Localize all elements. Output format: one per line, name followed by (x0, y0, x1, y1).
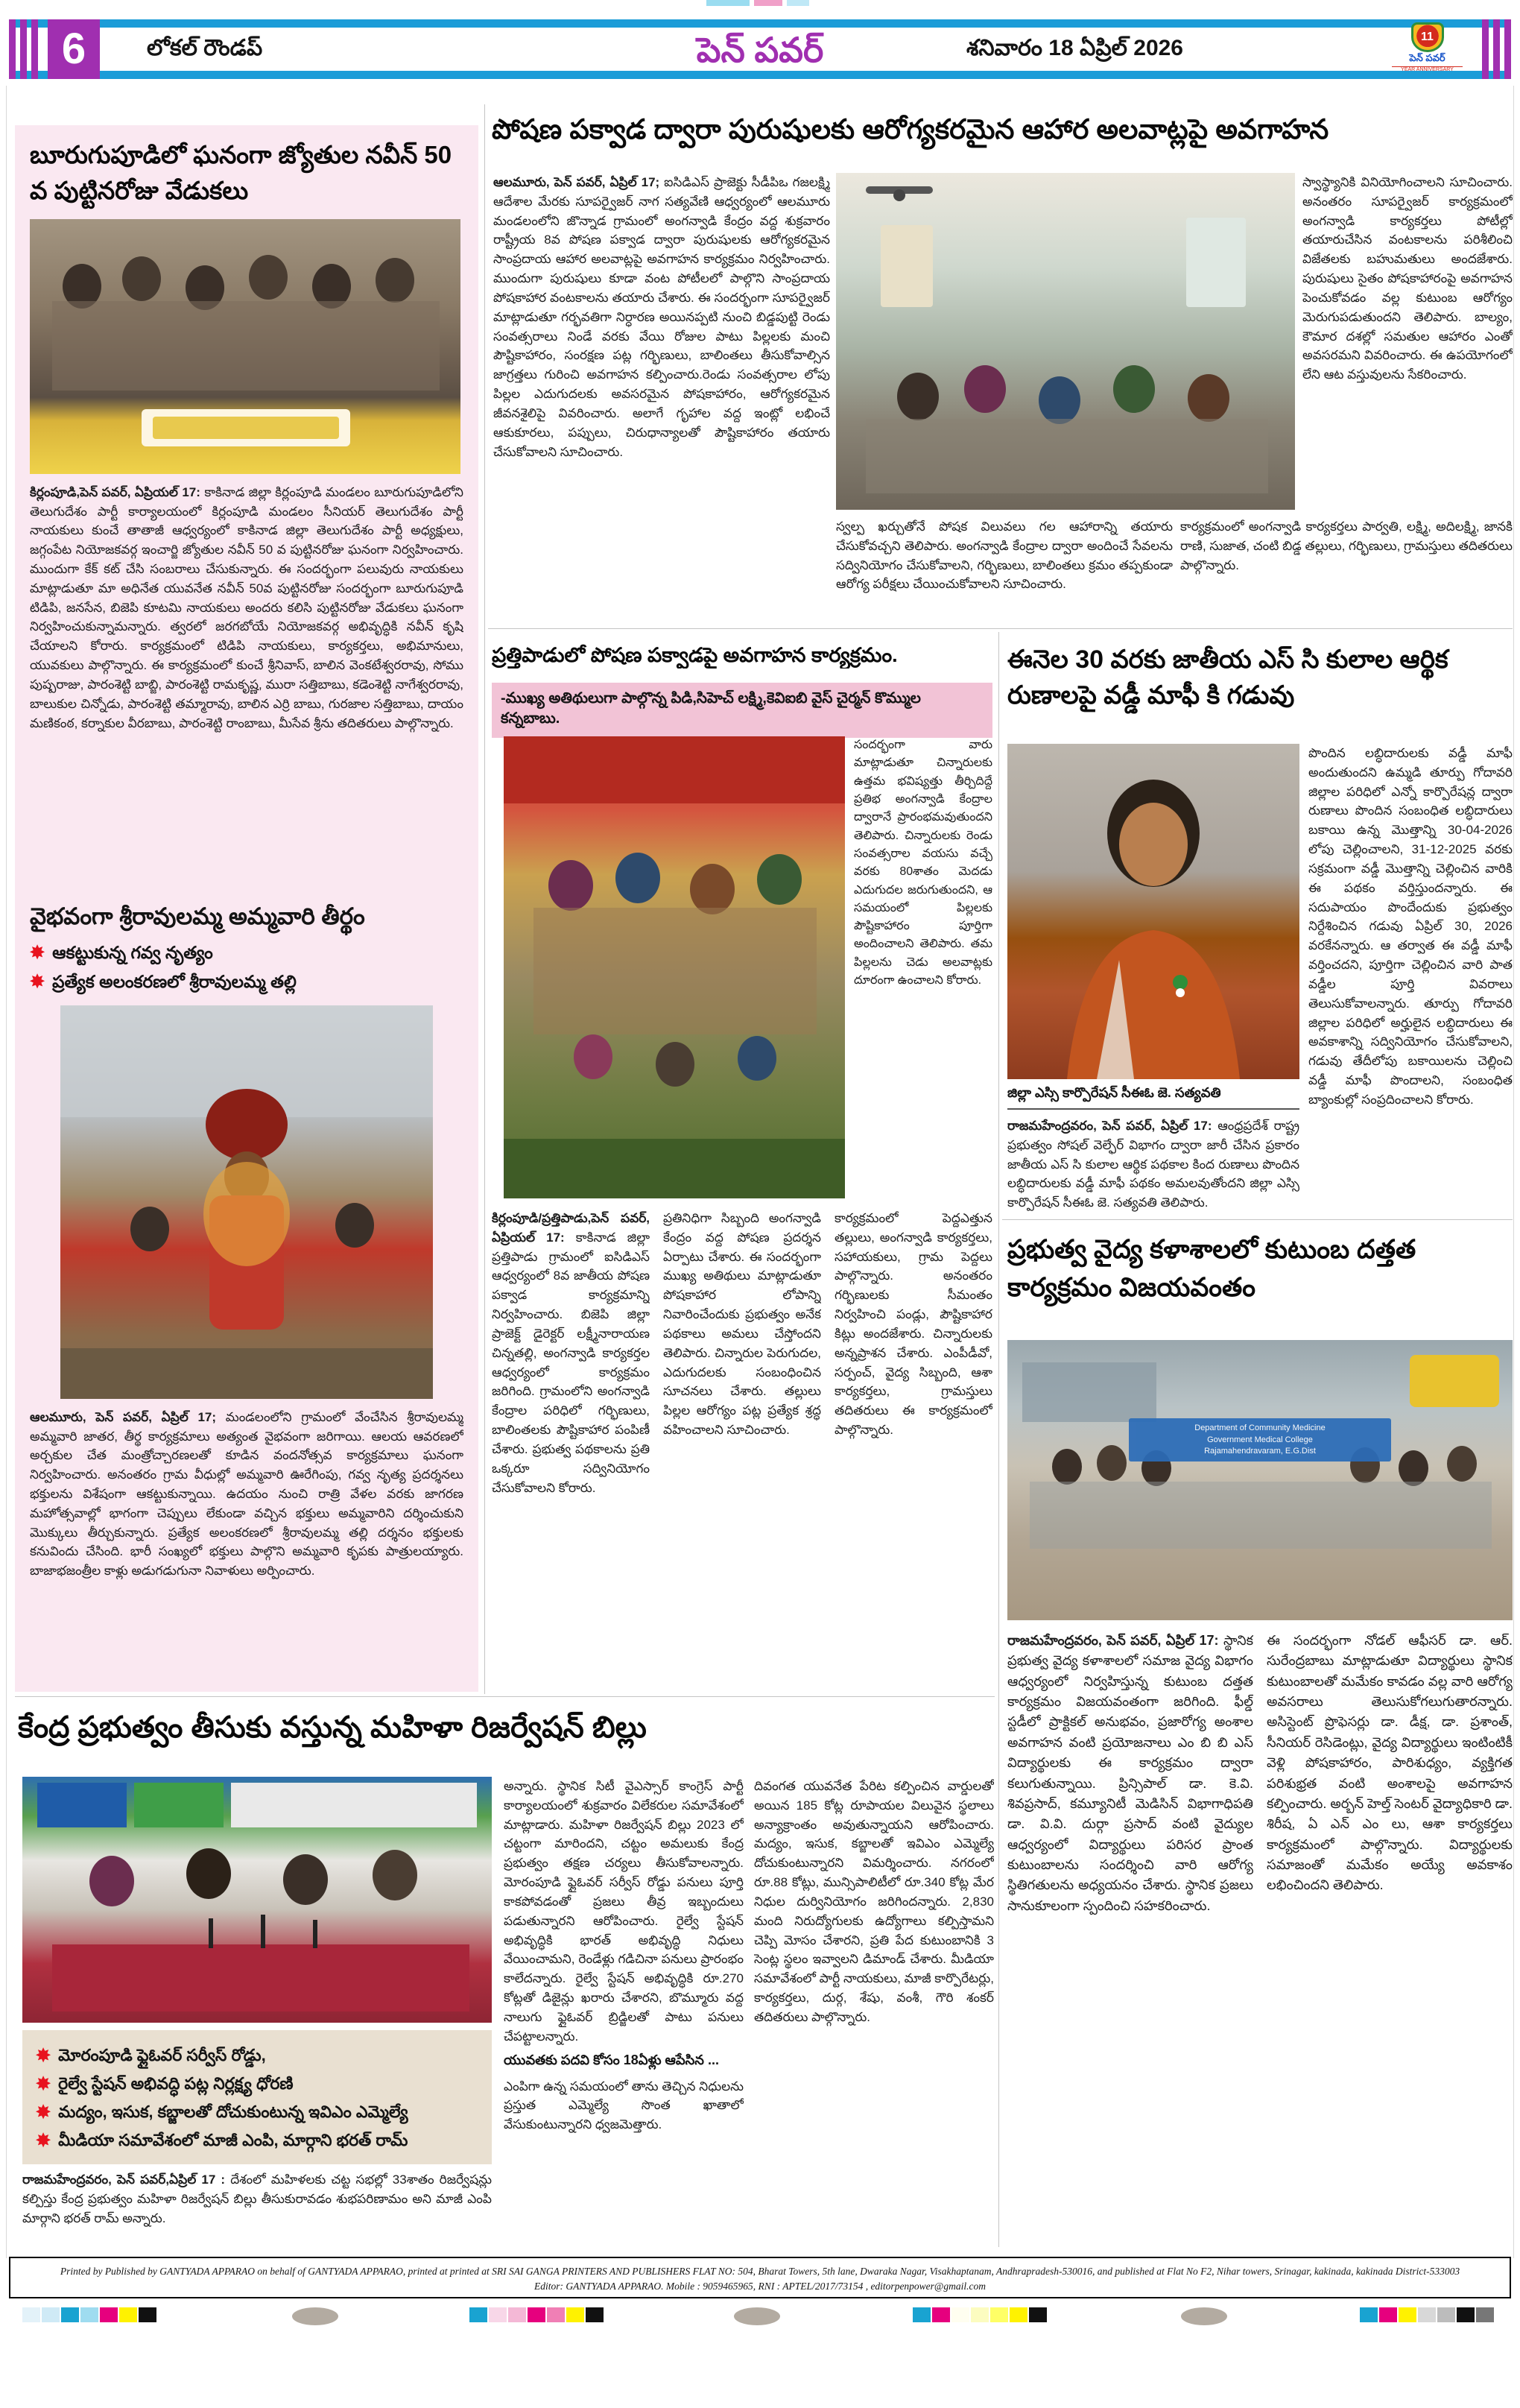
column-divider (998, 632, 999, 2247)
column-divider (484, 104, 485, 1694)
logo-paper-name: పెన్ పవర్ (1392, 52, 1463, 67)
color-swatch (1029, 2307, 1047, 2322)
dateline: ఆలమూరు, పెన్ పవర్, ఏప్రిల్ 17; (493, 175, 660, 189)
bullet-text: ఆకట్టుకున్న గవ్వ నృత్యం (52, 942, 213, 962)
loan-waiver-column-1 (1007, 1116, 1299, 1215)
color-swatch (139, 2307, 156, 2322)
color-swatch (951, 2307, 969, 2322)
body-text: దేశంలో మహిళలకు చట్ట సభల్లో 33శాతం రిజర్వేషన్లు కల్పిస్తు కేంద్ర ప్రభుత్వం మహిళా రిజర్వేషన్ బిల్లు తీసుకురావడం శుభపరిణామం అని మాజీ ఎంపి మార్గాని భరత్ రామ్ అన్నారు. (22, 2172, 492, 2225)
article-headline-family-adoption: ప్రభుత్వ వైద్య కళాశాలలో కుటుంబ దత్తత కార్యక్రమం విజయవంతం (1007, 1235, 1416, 1302)
color-swatch (508, 2307, 526, 2322)
color-swatch (1476, 2307, 1494, 2322)
color-swatch (489, 2307, 507, 2322)
gray-registration-blob (734, 2307, 780, 2325)
bullet-list (30, 943, 463, 996)
nutrition-column-under-1: స్వల్ప ఖర్చుతోనే పోషక విలువలు గల ఆహారాన్ని తయారు చేసుకోవచ్చని తెలిపారు. అంగన్వాడి కేంద్రాల ద్వారా అందించే సేవలను సద్వినియోగం చేసుకోవాలని, గర్భిణులు, బాలింతలు క్రమం తప్పకుండా ఆరోగ్య పరీక్షలు చేయించుకోవాలని సూచించారు. (836, 519, 1173, 592)
dateline: కిర్లంపూడి/ప్రత్తిపాడు,పెన్ పవర్, ఏప్రియల్ 17: (492, 1211, 650, 1245)
page-header (9, 19, 1511, 79)
header-right-stripe (1482, 19, 1489, 79)
color-swatch (469, 2307, 487, 2322)
family-adoption-column-2: ఈ సందర్భంగా నోడల్ ఆఫీసర్ డా. ఆర్. సురేంద్రబాబు మాట్లాడుతూ విద్యార్థులు స్థానిక కుటుంబాలతో మమేకం కావడం వల్ల వారి ఆరోగ్య అవసరాలు తెలుసుకోగలుగుతారన్నారు. అసిస్టెంట్ ప్రొఫెసర్లు డా. డీక్ష, డా. ప్రశాంత్, సీనియర్ రెసిడెంట్లు, వైద్య విద్యార్థులు ఇంటింటికీ వెళ్లి పోషకాహారం, పారిశుధ్యం, వ్యక్తిగత పరిశుభ్రత వంటి అంశాలపై అవగాహన కల్పించారు. అర్బన్ హెల్త్ సెంటర్ వైద్యాధికారి డా. శిరీష, ఏ ఎన్ ఎం లు, ఆశా కార్యకర్తలు కార్యక్రమంలో పాల్గొన్నారు. విద్యార్థులకు సమాజంతో మమేకం అయ్యే అవకాశం లభించిందని తెలిపారు. (1267, 1633, 1513, 1893)
photo-ceo-portrait (1007, 744, 1299, 1079)
article-body-theertham (30, 1408, 463, 1685)
imprint-line-2: Editor: GANTYADA APPARAO. Mobile : 9059465965, RNI : APTEL/2017/73154 , editorpenpower@gmail.com (534, 2281, 986, 2292)
masthead-title: పెన్ పవర్ (696, 31, 824, 69)
photo-group-figures (1007, 1340, 1513, 1620)
bullet-item (30, 943, 463, 967)
photo-caption: జిల్లా ఎస్సి కార్పొరేషన్ సీఈఓ జె. సత్యవతి (1007, 1085, 1299, 1110)
section-divider (488, 628, 1513, 629)
color-swatch (1379, 2307, 1397, 2322)
body-text: కాకినాడ జిల్లా కిర్లంపూడి మండలం బూరుగుపూడిలోని తెలుగుదేశం పార్టీ కార్యాలయంలో కిర్లంపూడి మండలం సీనియర్ తెలుగుదేశం పార్టీ నాయకులు కుంచే తాతాజీ ఆధ్వర్యంలో కాకినాడ జిల్లా తెలుగుదేశం పార్టీ అధ్యక్షులు, జగ్గంపేట నియోజకవర్గ ఇంచార్జి జ్యోతుల నవీన్ 50 వ పుట్టినరోజు ఘనంగా నిర్వహించారు. ముందుగా కేక్ కట్ చేసి సంబరాలు చేసుకున్నారు. ఈ సందర్భంగా పలువురు నాయకులు మాట్లాడుతూ మా అధినేత యువనేత నవీన్ 50వ పుట్టినరోజు సందర్భంగా బూరుగుపూడి టిడిపి, జనసేన, బిజెపి కూటమి నాయకులు అందరు కలిసి పుట్టినరోజు వేడుకలు ఘనంగా నిర్వహించుకున్నామన్నారు. త్వరలో జరగబోయే నియోజకవర్గ అభివృద్ధికి నవీన్ కృషి చేయాలని కోరారు. కార్యక్రమంలో టిడిపి నాయకులు, కార్యకర్తలు, అభిమానులు, యువకులు పాల్గొన్నారు. ఈ కార్యక్రమంలో కుంచే శ్రీనివాస్, బాలిన వెంకటేశ్వరరావు, సోము పుష్పరాజు, పారంశెట్టి బాబ్జి, పారంశెట్టి రామకృష్ణ, మురా సత్తిబాబు, కడెంశెట్టి నాగేశ్వరరావు, బాలుకుల చిన్నోడు, పారంశెట్టి తమ్మారావు, బాలిన ఎర్రి బాబు, గురజాల సత్తిబాబు, దాయం మణికంఠ, కర్నాకుల వీరబాబు, పారంశెట్టి రాంబాబు, మీసేవ శ్రీను తదితరులు పాల్గొన్నారు. (30, 484, 463, 730)
body-text: అన్నారు. స్థానిక సిటీ వైఎస్సార్ కాంగ్రెస్ పార్టీ కార్యాలయంలో శుక్రవారం విలేకరుల సమావేశంలో మాట్లాడారు. మహిళా రిజర్వేషన్ బిల్లు 2023 లో చట్టంగా మారిందని, చట్టం అమలుకు కేంద్ర ప్రభుత్వం తక్షణ చర్యలు తీసుకోవాలన్నారు. మోరంపూడి ఫ్లైఓవర్ సర్వీస్ రోడ్డు పనులు పూర్తి కాకపోవడంతో ప్రజలు తీవ్ర ఇబ్బందులు పడుతున్నారని ఆరోపించారు. రైల్వే స్టేషన్ అభివృద్ధికి భారత్ అభివృద్ధి నిధులు వేయించామని, రెండేళ్లు గడిచినా పనులు ప్రారంభం కాలేదన్నారు. రైల్వే స్టేషన్ అభివృద్ధికి రూ.270 కోట్లతో డిజైన్లు ఖరారు చేశారని, బొమ్మూరు వద్ద నాలుగు ఫ్లైఓవర్ బ్రిడ్జిలతో పాటు పనులు చేపట్టాలన్నారు. (504, 1779, 744, 2044)
photo-prathipadu-figures (504, 736, 845, 1198)
section-title: లోకల్ రౌండప్ (147, 36, 263, 60)
color-swatch (913, 2307, 931, 2322)
prathipadu-column-3: కార్యక్రమంలో పెద్దఎత్తున తల్లులు, అంగన్వాడి కార్యకర్తలు, సహాయకులు, గ్రామ పెద్దలు పాల్గొన్నారు. అనంతరం గర్భిణులకు సీమంతం నిర్వహించి పండ్లు, పౌష్టికాహార కిట్లు అందజేశారు. చిన్నారులకు అన్నప్రాశన చేశారు. ఎంపీడీవో, సర్పంచ్, వైద్య సిబ్బంది, ఆశా కార్యకర్తలు, గ్రామస్తులు తదితరులు ఈ కార్యక్రమంలో పాల్గొన్నారు. (835, 1211, 992, 1438)
nutrition-column-1 (493, 173, 830, 622)
article-birthday (15, 125, 478, 1692)
color-swatch (586, 2307, 604, 2322)
dateline: కిర్లంపూడి,పెన్ పవర్, ఏప్రియల్ 17: (30, 484, 200, 499)
reservation-column-1 (22, 2170, 492, 2245)
header-top-bar (9, 19, 1511, 28)
loan-waiver-column-right: పొందిన లబ్ధిదారులకు వడ్డీ మాఫీ అందుతుందని ఉమ్మడి తూర్పు గోదావరి జిల్లాల పరిధిలో ఎన్నో కార్పొరేషన్ల ద్వారా రుణాలు పొందిన సంబంధిత లబ్ధిదారులు బకాయి ఉన్న మొత్తాన్ని 30-04-2026 లోపు చెల్లించాలని, 31-12-2025 వరకు సక్రమంగా వడ్డీ మొత్తాన్ని చెల్లించిన వారికి ఈ పథకం వర్తిస్తుందన్నారు. ఈ సదుపాయం పొందేందుకు ప్రభుత్వం నిర్దేశించిన గడువు ఏప్రిల్ 30, 2026 వరకేనన్నారు. ఆ తర్వాత ఈ వడ్డీ మాఫీ వర్తించదని, పూర్తిగా చెల్లించిన వారి పాత వడ్డీల పూర్తి వివరాలు తెలుసుకోవాలన్నారు. తూర్పు గోదావరి జిల్లాల పరిధిలో అర్హులైన లబ్ధిదారులు ఈ అవకాశాన్ని సద్వినియోగం చేసుకోవాలని, గడువు తేదీలోపు బకాయిలను చెల్లించి వడ్డీ మాఫీ పొందాలని, సంబంధిత బ్యాంకుల్లో సంప్రదించాలని కోరారు. (1308, 746, 1513, 1107)
logo-years: 11 (1421, 31, 1434, 43)
bullet-text: మద్యం, ఇసుక, కబ్జాలతో దోచుకుంటున్న ఇవిఎం ఎమ్మెల్యే (58, 2102, 408, 2121)
color-swatch (547, 2307, 565, 2322)
color-swatch (566, 2307, 584, 2322)
print-mark (787, 0, 809, 6)
article-headline-prathipadu: ప్రత్తిపాడులో పోషణ పక్వాడపై అవగాహన కార్యక్రమం. (492, 644, 898, 666)
dateline: రాజమహేంద్రవరం, పెన్ పవర్, ఏప్రిల్ 17: (1007, 1119, 1212, 1133)
star-icon: ✸ (36, 2046, 51, 2066)
page-number: 6 (61, 25, 86, 73)
color-swatch (1418, 2307, 1436, 2322)
header-right-stripe (1504, 19, 1511, 79)
photo-theertham-figures (60, 1005, 433, 1399)
paper-logo-icon (1392, 21, 1463, 78)
page-edge-rule (6, 86, 7, 2258)
color-swatch (42, 2307, 60, 2322)
page-edge-rule (1513, 86, 1514, 2258)
article-headline-nutrition: పోషణ పక్వాడ ద్వారా పురుషులకు ఆరోగ్యకరమైన ఆహార అలవాట్లపై అవగాహన (492, 114, 1329, 145)
reservation-column-2 (504, 1777, 744, 2245)
star-icon: ✸ (30, 971, 45, 992)
color-swatch (1399, 2307, 1416, 2322)
color-swatch (528, 2307, 545, 2322)
article-headline-reservation-bill: కేంద్ర ప్రభుత్వం తీసుకు వస్తున్న మహిళా రిజర్వేషన్ బిల్లు (18, 1711, 647, 1744)
star-icon: ✸ (30, 942, 45, 963)
article-headline: బూరుగుపూడిలో ఘనంగా జ్యోతుల నవీన్ 50 వ పుట్టినరోజు వేడుకలు (30, 141, 452, 204)
logo-anniversary-text: YEAR ANNIVERSARY (1401, 67, 1454, 72)
imprint-line-1: Printed by Published by GANTYADA APPARAO on behalf of GANTYADA APPARAO, printed at printed at SRI SAI GANGA PRINTERS AND PUBLISHERS FLAT NO: 504, Bharat Towers, 5th lane, Dwaraka Nagar, Visakhaptanam, Andhrapradesh-530016, and published at Flat No F2, Nihar towers, Srinagar, kakinada, kakinada District-533003 (60, 2266, 1460, 2277)
color-swatch (1437, 2307, 1455, 2322)
body-text: మండలంలోని గ్రామంలో వేంచేసిన శ్రీరావులమ్మ అమ్మవారి జాతర, తీర్థ కార్యక్రమాలు అత్యంత వైభవంగా జరిగాయి. ఆలయ ఆవరణలో అర్చకుల చేత మంత్రోచ్చారణలతో కూడిన వందనోత్సవ కార్యక్రమాలు ఘనంగా నిర్వహించారు. అనంతరం గ్రామ వీధుల్లో అమ్మవారి ఊరేగింపు, గవ్వ నృత్య ప్రదర్శనలు భక్తులను విశేషంగా ఆకట్టుకున్నాయి. ఉదయం నుంచి రాత్రి వేళల వరకు జాగరణ మహోత్సవాల్లో భాగంగా చెప్పులు లేకుండా వచ్చిన భక్తులు అమ్మవారిని దర్శించుకుని మొక్కులు తీర్చుకున్నారు. ప్రత్యేక అలంకరణలో శ్రీరావులమ్మ తల్లి దర్శనం భక్తులకు కనువిందు చేసింది. భారీ సంఖ్యలో భక్తులు పాల్గొని అమ్మవారి కృపకు పాత్రులయ్యారు. బాజాభజంత్రీల కాళ్లు అడుగడుగునా నివాళులు అర్పించారు. (30, 1409, 463, 1579)
nutrition-column-under-2: కార్యక్రమంలో అంగన్వాడి కార్యకర్తలు పార్వతి, లక్ష్మి, అదిలక్ష్మి, జానకి రాణి, సుజాత, చంటి బిడ్డ తల్లులు, గర్భిణులు, గ్రామస్తులు తదితరులు పాల్గొన్నారు. (1180, 519, 1513, 572)
color-swatch (61, 2307, 79, 2322)
photo-press-figures (22, 1777, 492, 2023)
bullet-item (30, 972, 463, 996)
bullet-item (36, 2131, 478, 2154)
dateline: ఆలమూరు, పెన్ పవర్, ఏప్రిల్ 17; (30, 1409, 217, 1424)
photo-portrait-figure (1007, 744, 1299, 1079)
prathipadu-column-1 (492, 1209, 650, 1690)
photo-press-meet (22, 1777, 492, 2023)
inline-subheadline: యువతకు పదవి కోసం 18ఏళ్లు ఆపేసిన ... (504, 2052, 719, 2067)
body-text: ఎంపిగా ఉన్న సమయంలో తాను తెచ్చిన నిధులను ప్రస్తుత ఎమ్మెల్యే సొంత ఖాతాలో వేసుకుంటున్నారని ధ్వజమెత్తారు. (504, 2079, 744, 2132)
color-swatch (1457, 2307, 1475, 2322)
color-swatch (932, 2307, 950, 2322)
photo-banner (1129, 1418, 1392, 1461)
article-headline-theertham: వైభవంగా శ్రీరావులమ్మ అమ్మవారి తీర్థం (30, 903, 365, 929)
star-icon: ✸ (36, 2102, 51, 2123)
bullet-text: మీడియా సమావేశంలో మాజీ ఎంపి, మార్గాని భరత్ రామ్ (58, 2131, 408, 2149)
press-meet-bullet-box (22, 2030, 492, 2164)
star-icon: ✸ (36, 2131, 51, 2151)
article-body (30, 483, 463, 891)
photo-birthday-celebration (30, 219, 460, 474)
bullet-text: మోరంపూడి ఫ్లైఓవర్ సర్వీస్ రోడ్డు, (58, 2046, 266, 2064)
color-swatch (990, 2307, 1008, 2322)
color-swatch (971, 2307, 989, 2322)
gray-registration-blob (292, 2307, 338, 2325)
photo-theertham-procession (60, 1005, 433, 1399)
prathipadu-side-column: సందర్భంగా వారు మాట్లాడుతూ చిన్నారులకు ఉత్తమ భవిష్యత్తు తీర్చిదిద్దే ప్రతిభ అంగన్వాడి కేంద్రాల ద్వారానే ప్రారంభమవుతుందని తెలిపారు. చిన్నారులకు రెండు సంవత్సరాల వయసు వచ్చే వరకు 80శాతం మెదడు ఎదుగుదల జరుగుతుందని, ఆ సమయంలో పిల్లలకు పౌష్టికాహారం పూర్తిగా అందించాలని తెలిపారు. తమ పిల్లలను చెడు అలవాట్లకు దూరంగా ఉంచాలని కోరారు. (854, 739, 992, 987)
bullet-text: ప్రత్యేక అలంకరణలో శ్రీరావులమ్మ తల్లి (52, 971, 297, 991)
banner-line: Rajamahendravaram, E.G.Dist (1204, 1447, 1316, 1456)
body-text: ఆంధ్రప్రదేశ్ రాష్ట్ర ప్రభుత్వం సోషల్ వెల్ఫేర్ విభాగం ద్వారా జారీ చేసిన ప్రకారం జాతీయ ఎస్ సి కులాల ఆర్థిక పథకాల కింద రుణాలు పొందిన లబ్ధిదారులకు వడ్డీ మాఫీ పథకం అమలవుతోందని జిల్లా ఎస్సి కార్పొరేషన్ సీఈఓ జె. సత్యవతి తెలిపారు. (1007, 1119, 1299, 1210)
dateline: రాజమహేంద్రవరం, పెన్ పవర్,ఏప్రిల్ 17 : (22, 2172, 226, 2187)
bullet-item (36, 2074, 478, 2097)
color-swatch (22, 2307, 40, 2322)
color-swatch (1360, 2307, 1378, 2322)
photo-birthday-figures (30, 219, 460, 474)
registration-color-bars (0, 2307, 1520, 2324)
issue-date: శనివారం 18 ఏప్రిల్ 2026 (966, 36, 1183, 60)
color-swatch (1010, 2307, 1027, 2322)
photo-nutrition-event (836, 173, 1295, 510)
dateline: రాజమహేంద్రవరం, పెన్ పవర్, ఏప్రిల్ 17: (1007, 1633, 1219, 1648)
banner-line: Department of Community Medicine (1194, 1423, 1326, 1433)
body-text: స్థానిక ప్రభుత్వ వైద్య కళాశాలలో సమాజ వైద్య విభాగం ఆధ్వర్యంలో నిర్వహిస్తున్న కుటుంబ దత్తత కార్యక్రమం విజయవంతంగా జరిగింది. ఫీల్డ్ స్టడీలో ప్రాక్టికల్ అనుభవం, ప్రజారోగ్య అంశాల అవగాహన వంటి ప్రయోజనాలు ఎం బి బి ఎస్ విద్యార్థులకు ఈ కార్యక్రమం ద్వారా కలుగుతున్నాయి. ప్రిన్సిపాల్ డా. కె.వి. శివప్రసాద్, కమ్యూనిటీ మెడిసిన్ విభాగాధిపతి డా. వి.వి. దుర్గా ప్రసాద్ వంటి వైద్యుల ఆధ్వర్యంలో విద్యార్థులు పరిసర ప్రాంత కుటుంబాలను సందర్శించి వారి ఆరోగ్య స్థితిగతులను అధ్యయనం చేశారు. స్థానిక ప్రజలు సానుకూలంగా స్పందించి సహకరించారు. (1007, 1633, 1253, 1913)
body-text: ఐసిడిఎస్ ప్రాజెక్టు సీడీపిఒ గజలక్ష్మి ఆదేశాల మేరకు సూపర్వైజర్ నాగ సత్యవేణి ఆధ్వర్యంలో ఆలమూరు మండలంలోని జొన్నాడ గ్రామంలో అంగన్వాడి కేంద్రం వద్ద శుక్రవారం రాష్ట్రీయ 8వ పోషణ పక్వాడ ద్వారా పురుషులకు ఆరోగ్యకరమైన సాంప్రదాయ ఆహార అలవాట్లపై అవగాహన కార్యక్రమం నిర్వహించారు. ముందుగా పురుషులు కూడా వంట పోటీలలో పాల్గొని సాంప్రదాయ పోషకాహార వంటకాలను తయారు చేశారు. ఈ సందర్భంగా సూపర్వైజర్ మాట్లాడుతూ గర్భవతిగా నిర్ధారణ అయినప్పటి నుంచి బిడ్డపుట్టి రెండు సంవత్సరాలు నిండే వరకు వేయి రోజుల పాటు పిల్లలకు మంచి పౌష్టికాహారం, సంరక్షణ పట్ల గర్భిణులు, బాలింతలు తీసుకోవాల్సిన జాగ్రత్తలు గురించి అవగాహన కల్పించారు.రెండు సంవత్సరాల లోపు పిల్లల ఎదుగుదలకు అవసరమైన పోషకాహారం, ఆరోగ్యకరమైన జీవనశైలిపై వివరించారు. అలాగే గృహాల వద్ద ఇంట్లో లభించే ఆకుకూరలు, పప్పులు, చిరుధాన్యాలతో పౌష్టికాహారం తయారు చేసుకోవాలని సూచించారు. (493, 175, 830, 459)
bullet-text: రైల్వే స్టేషన్ అభివద్ధి పట్ల నిర్లక్ష్య ధోరణి (58, 2074, 294, 2093)
header-right-stripe (1493, 19, 1500, 79)
color-swatch (100, 2307, 118, 2322)
section-divider (15, 1696, 995, 1697)
gray-registration-blob (1181, 2307, 1227, 2325)
family-adoption-column-1 (1007, 1631, 1253, 2243)
star-icon: ✸ (36, 2074, 51, 2094)
anniversary-shield-icon (1411, 22, 1444, 52)
print-mark (754, 0, 782, 6)
article-headline-loan-waiver: ఈనెల 30 వరకు జాతీయ ఎస్ సి కులాల ఆర్థిక రుణాలపై వడ్డీ మాఫీ కి గడువు (1007, 645, 1448, 710)
bullet-item (36, 2102, 478, 2126)
color-swatch (80, 2307, 98, 2322)
color-swatch (119, 2307, 137, 2322)
banner-line: Government Medical College (1207, 1435, 1313, 1444)
imprint-box (9, 2257, 1511, 2298)
photo-prathipadu-event (504, 736, 845, 1198)
article-subheadline: -ముఖ్య అతిథులుగా పాల్గొన్న పిడి,సిహెచ్ లక్ష్మి,కెవిఐబి వైస్ చైర్మన్ కొమ్ముల కన్నబాబు. (492, 683, 992, 738)
prathipadu-column-2: ప్రతినిధిగా సిబ్బంది అంగన్వాడి కేంద్రం వద్ద పోషణ ప్రదర్శన ఏర్పాటు చేశారు. ఈ సందర్భంగా ముఖ్య అతిథులు మాట్లాడుతూ పోషకాహార లోపాన్ని నివారించేందుకు ప్రభుత్వం అనేక పథకాలు అమలు చేస్తోందని తెలిపారు. చిన్నారుల పెరుగుదల, ఎదుగుదలకు సంబంధించిన సూచనలు చేశారు. తల్లులు పిల్లల ఆరోగ్యం పట్ల ప్రత్యేక శ్రద్ధ వహించాలని సూచించారు. (663, 1211, 821, 1438)
photo-medical-college-group (1007, 1340, 1513, 1620)
body-text: కాకినాడ జిల్లా ప్రత్తిపాడు గ్రామంలో ఐసిడిఎస్ ఆధ్వర్యంలో 8వ జాతీయ పోషణ పక్వాడ కార్యక్రమాన్ని నిర్వహించారు. బిజెపి జిల్లా ప్రాజెక్ట్ డైరెక్టర్ లక్ష్మీనారాయణ చిన్నతల్లి, అంగన్వాడి కార్యకర్తల ఆధ్వర్యంలో కార్యక్రమం జరిగింది. గ్రామంలోని అంగన్వాడి కేంద్రాల పరిధిలో గర్భిణులు, బాలింతలకు పౌష్టికాహార పంపిణీ చేశారు. ప్రభుత్వ పథకాలను ప్రతి ఒక్కరూ సద్వినియోగం చేసుకోవాలని కోరారు. (492, 1230, 650, 1495)
bullet-item (36, 2046, 478, 2069)
section-divider (1002, 1219, 1513, 1220)
print-mark (706, 0, 750, 6)
photo-nutrition-figures (836, 173, 1295, 510)
nutrition-column-right: స్వాస్థ్యానికి వినియోగించాలని సూచించారు. అనంతరం సూపర్వైజర్ కార్యక్రమంలో అంగన్వాడి కార్యకర్తలు పోటీల్లో తయారుచేసిన వంటకాలను పరిశీలించి విజేతలకు బహుమతులు అందజేశారు. పురుషులు సైతం పోషకాహారంపై అవగాహన పెంచుకోవడం వల్ల కుటుంబ ఆరోగ్యం మెరుగుపడుతుందని తెలిపారు. బాల్యం, కౌమార దశల్లో సమతుల ఆహారం ఎంతో అవసరమని వివరించారు. ఈ ఉపయోగంలో లేని ఆట వస్తువులను సేకరించారు. (1302, 175, 1513, 382)
reservation-column-3: దివంగత యువనేత పేరిట కల్పించిన వార్డులతో అయిన 185 కోట్ల రూపాయల విలువైన స్థలాలు అన్యాక్రాంతం అవుతున్నాయని ఆరోపించారు. మద్యం, ఇసుక, కబ్జాలతో ఇవిఎం ఎమ్మెల్యే దోచుకుంటున్నారని విమర్శించారు. నగరంలో రూ.88 కోట్లు, మున్సిపాలిటీలో రూ.340 కోట్ల మేర నిధుల దుర్వినియోగం జరిగిందన్నారు. 2,830 మంది నిరుద్యోగులకు ఉద్యోగాలు కల్పిస్తామని చెప్పి మోసం చేశారని, ప్రతి పేద కుటుంబానికి 3 సెంట్ల స్థలం ఇవ్వాలని డిమాండ్ చేశారు. మీడియా సమావేశంలో పార్టీ నాయకులు, మాజీ కార్పొరేటర్లు, కార్యకర్తలు, దుర్గ, శేషు, వంశీ, గౌరి శంకర్ తదితరులు పాల్గొన్నారు. (754, 1779, 994, 2024)
